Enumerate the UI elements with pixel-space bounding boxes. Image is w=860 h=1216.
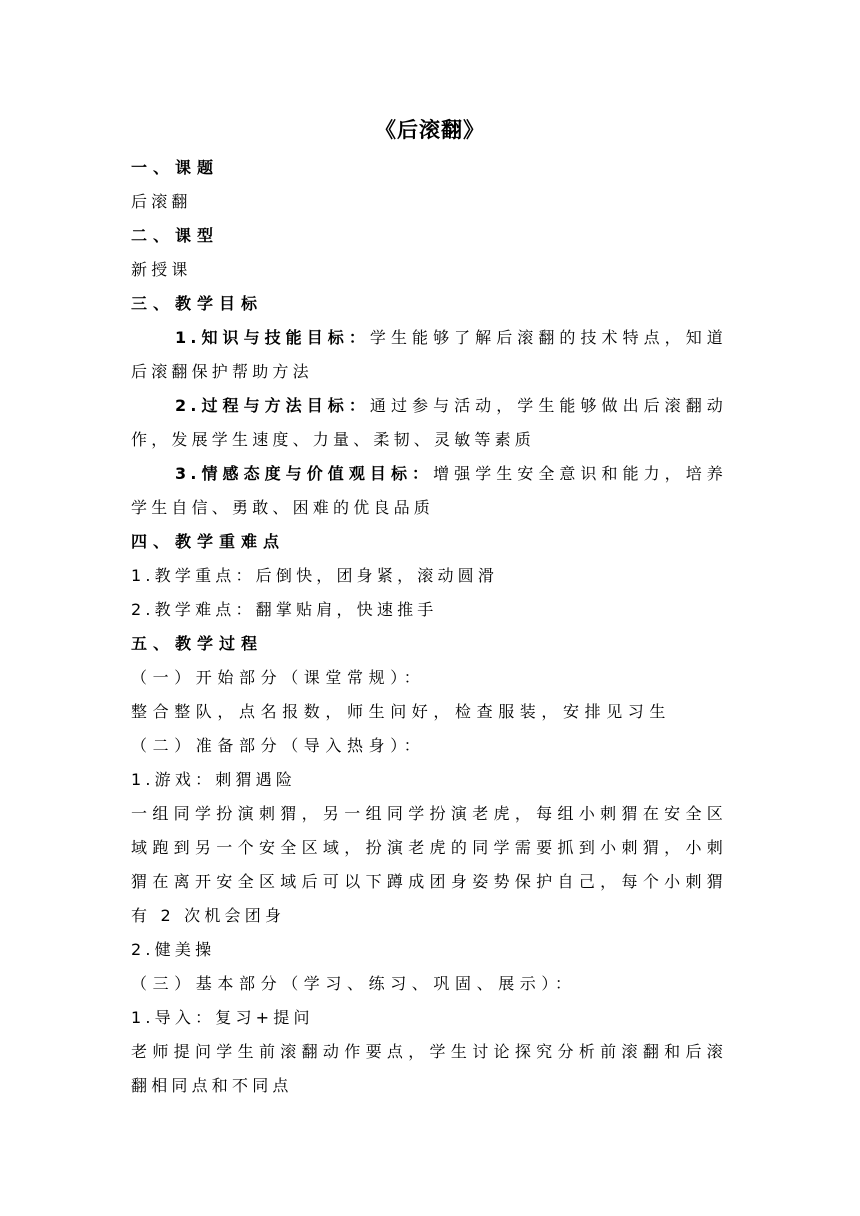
goal-1-label: 1.知识与技能目标：	[175, 328, 370, 347]
part-1-text: 整合整队，点名报数，师生问好，检查服装，安排见习生	[131, 702, 672, 721]
heading-teaching-goals: 三、教学目标	[131, 294, 264, 313]
goal-2-line-2: 作，发展学生速度、力量、柔韧、灵敏等素质	[131, 430, 536, 449]
goal-3-text: 增强学生安全意识和能力，培养	[433, 464, 727, 483]
game-title: 1.游戏：刺猬遇险	[131, 770, 297, 789]
goal-1-text: 学生能够了解后滚翻的技术特点，知道	[369, 328, 727, 347]
intro-text-line-1: 老师提问学生前滚翻动作要点，学生讨论探究分析前滚翻和后滚	[131, 1042, 727, 1061]
heading-lesson-type: 二、课型	[131, 226, 220, 245]
goal-2-text: 通过参与活动，学生能够做出后滚翻动	[369, 396, 727, 415]
heading-topic: 一、课题	[131, 158, 220, 177]
game-text-line-3: 猬在离开安全区域后可以下蹲成团身姿势保护自己，每个小刺猬	[131, 872, 727, 891]
goal-3-line-1	[131, 457, 727, 491]
goal-3-label: 3.情感态度与价值观目标：	[175, 464, 434, 483]
difficult-point-text: 2.教学难点：翻掌贴肩，快速推手	[131, 600, 438, 619]
game-text-line-2: 域跑到另一个安全区域，扮演老虎的同学需要抓到小刺猬，小刺	[131, 838, 727, 857]
intro-text-line-2: 翻相同点和不同点	[131, 1076, 293, 1095]
goal-3-line-2: 学生自信、勇敢、困难的优良品质	[131, 498, 435, 517]
topic-text: 后滚翻	[131, 192, 192, 211]
document-title: 《后滚翻》	[375, 118, 485, 142]
intro-title: 1.导入：复习+提问	[131, 1008, 314, 1027]
part-3-title: （三）基本部分（学习、练习、巩固、展示）：	[131, 974, 577, 993]
game-text-line-4: 有 2 次机会团身	[131, 906, 286, 925]
lesson-type-text: 新授课	[131, 260, 192, 279]
goal-1-line-1	[131, 321, 727, 355]
game-text-line-1: 一组同学扮演刺猬，另一组同学扮演老虎，每组小刺猬在安全区	[131, 804, 727, 823]
key-point-text: 1.教学重点：后倒快，团身紧，滚动圆滑	[131, 566, 499, 585]
heading-key-points: 四、教学重难点	[131, 532, 286, 551]
part-2-title: （二）准备部分（导入热身）：	[131, 736, 426, 755]
heading-teaching-process: 五、教学过程	[131, 634, 264, 653]
document-body	[131, 151, 727, 1103]
goal-2-line-1	[131, 389, 727, 423]
part-1-title: （一）开始部分（课堂常规）：	[131, 668, 426, 687]
aerobics-item: 2.健美操	[131, 940, 216, 959]
goal-1-line-2: 后滚翻保护帮助方法	[131, 362, 313, 381]
goal-2-label: 2.过程与方法目标：	[175, 396, 370, 415]
